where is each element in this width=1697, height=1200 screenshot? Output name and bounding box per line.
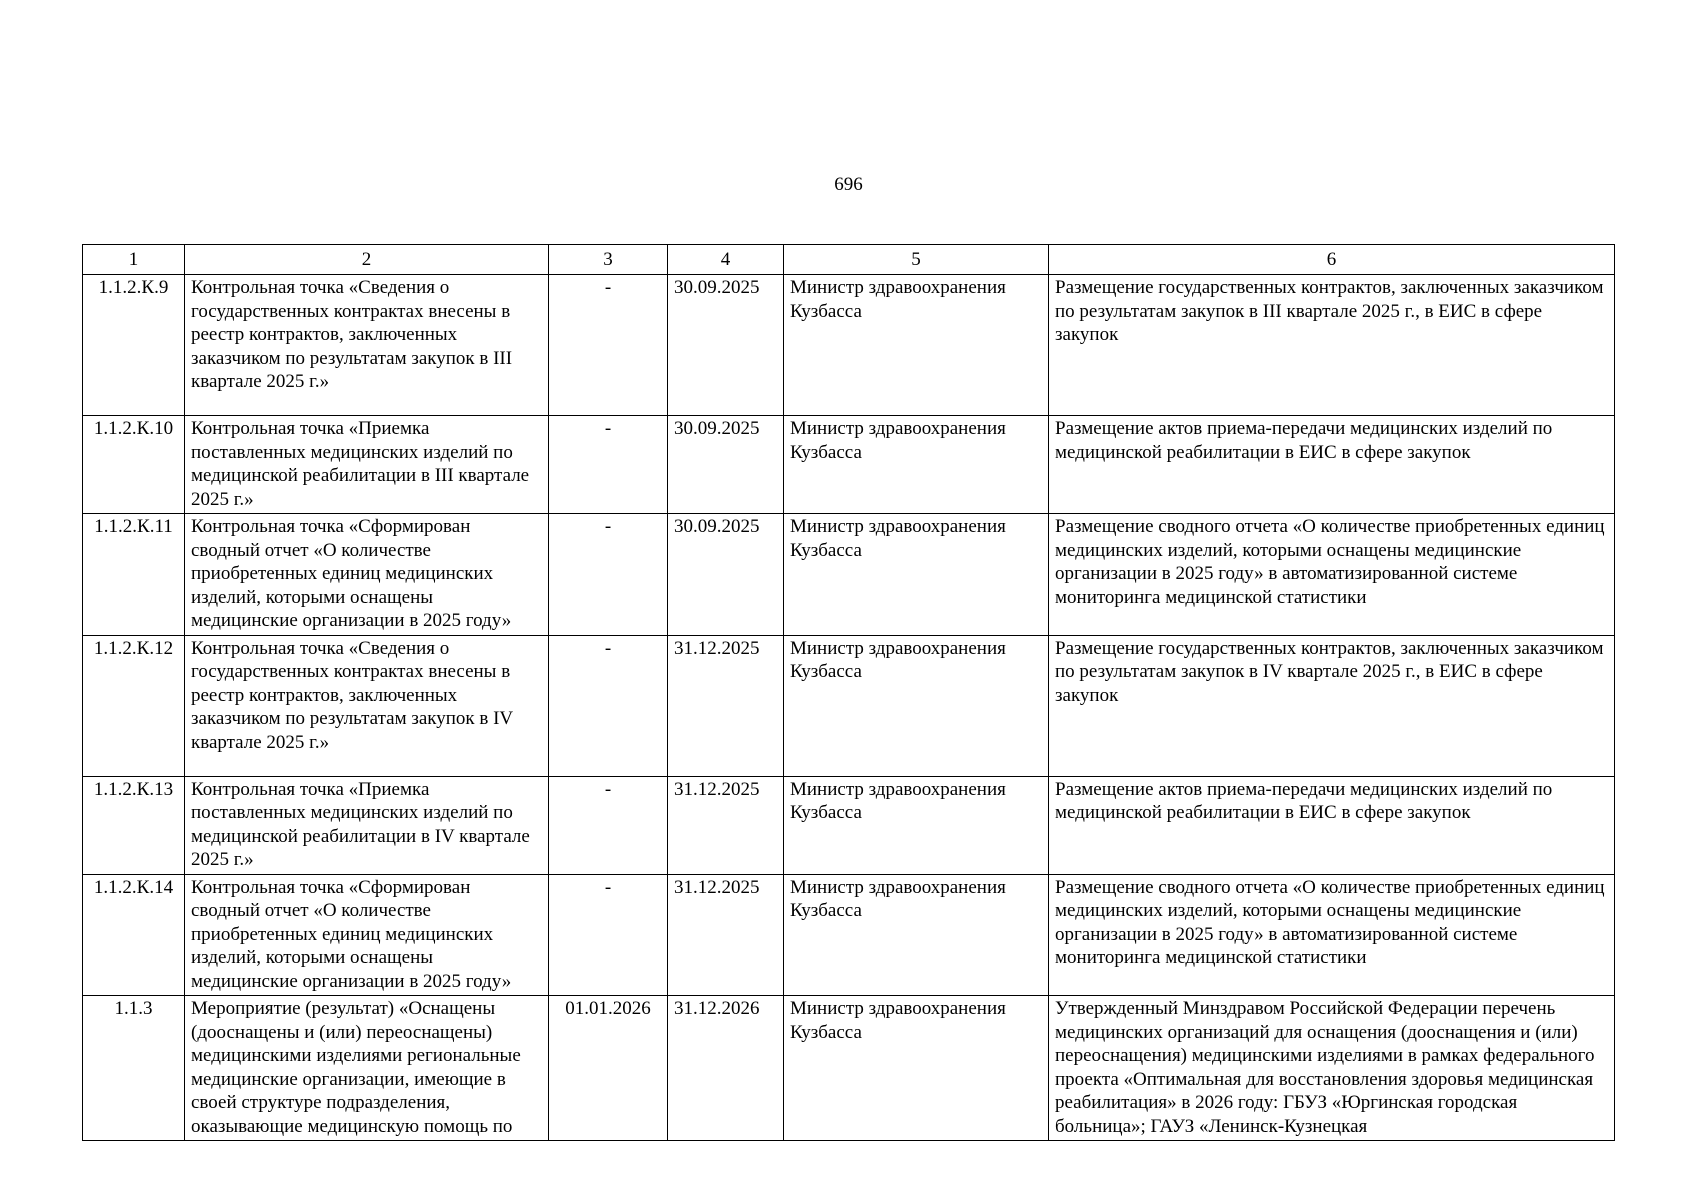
row-start-date: -	[549, 514, 668, 636]
table-row	[83, 514, 1615, 636]
column-number: 5	[784, 245, 1049, 275]
column-number: 1	[83, 245, 185, 275]
row-description: Утвержденный Минздравом Российской Федерации перечень медицинских организаций для оснащения (дооснащения и (или) переоснащения) медицинскими изделиями в рамках федерального проекта «Оптимальная для восстановления здоровья медицинская реабилитация» в 2026 году: ГБУЗ «Юргинская городская больница»; ГАУЗ «Ленинск-Кузнецкая	[1049, 996, 1615, 1141]
row-start-date: -	[549, 635, 668, 776]
row-end-date: 31.12.2025	[668, 874, 784, 996]
row-name: Мероприятие (результат) «Оснащены (дооснащены и (или) переоснащены) медицинскими изделиями региональные медицинские организации, имеющие в своей структуре подразделения, оказывающие медицинскую помощь по	[185, 996, 549, 1141]
row-responsible: Министр здравоохранения Кузбасса	[784, 635, 1049, 776]
row-start-date: 01.01.2026	[549, 996, 668, 1141]
control-points-table	[82, 244, 1615, 1141]
row-name: Контрольная точка «Приемка поставленных медицинских изделий по медицинской реабилитации в IV квартале 2025 г.»	[185, 776, 549, 874]
column-number: 4	[668, 245, 784, 275]
row-start-date: -	[549, 416, 668, 514]
page-number: 696	[834, 174, 863, 195]
row-description: Размещение актов приема-передачи медицинских изделий по медицинской реабилитации в ЕИС в сфере закупок	[1049, 416, 1615, 514]
row-code: 1.1.2.К.12	[83, 635, 185, 776]
column-number: 6	[1049, 245, 1615, 275]
table-row	[83, 776, 1615, 874]
row-end-date: 30.09.2025	[668, 416, 784, 514]
table-row	[83, 874, 1615, 996]
table-row	[83, 275, 1615, 416]
row-end-date: 30.09.2025	[668, 275, 784, 416]
row-code: 1.1.2.К.13	[83, 776, 185, 874]
row-start-date: -	[549, 275, 668, 416]
row-start-date: -	[549, 776, 668, 874]
row-description: Размещение актов приема-передачи медицинских изделий по медицинской реабилитации в ЕИС в сфере закупок	[1049, 776, 1615, 874]
row-name: Контрольная точка «Приемка поставленных медицинских изделий по медицинской реабилитации в III квартале 2025 г.»	[185, 416, 549, 514]
row-code: 1.1.2.К.11	[83, 514, 185, 636]
row-name: Контрольная точка «Сформирован сводный отчет «О количестве приобретенных единиц медицинских изделий, которыми оснащены медицинские организации в 2025 году»	[185, 874, 549, 996]
row-responsible: Министр здравоохранения Кузбасса	[784, 776, 1049, 874]
row-end-date: 31.12.2026	[668, 996, 784, 1141]
row-code: 1.1.2.К.9	[83, 275, 185, 416]
column-number-row	[83, 245, 1615, 275]
table-row	[83, 635, 1615, 776]
column-number: 2	[185, 245, 549, 275]
row-end-date: 30.09.2025	[668, 514, 784, 636]
row-start-date: -	[549, 874, 668, 996]
row-description: Размещение государственных контрактов, заключенных заказчиком по результатам закупок в IV квартале 2025 г., в ЕИС в сфере закупок	[1049, 635, 1615, 776]
row-name: Контрольная точка «Сведения о государственных контрактах внесены в реестр контрактов, заключенных заказчиком по результатам закупок в IV квартале 2025 г.»	[185, 635, 549, 776]
row-end-date: 31.12.2025	[668, 635, 784, 776]
row-responsible: Министр здравоохранения Кузбасса	[784, 275, 1049, 416]
row-name: Контрольная точка «Сведения о государственных контрактах внесены в реестр контрактов, заключенных заказчиком по результатам закупок в III квартале 2025 г.»	[185, 275, 549, 416]
row-name: Контрольная точка «Сформирован сводный отчет «О количестве приобретенных единиц медицинских изделий, которыми оснащены медицинские организации в 2025 году»	[185, 514, 549, 636]
row-description: Размещение сводного отчета «О количестве приобретенных единиц медицинских изделий, которыми оснащены медицинские организации в 2025 году» в автоматизированной системе мониторинга медицинской статистики	[1049, 514, 1615, 636]
row-description: Размещение сводного отчета «О количестве приобретенных единиц медицинских изделий, которыми оснащены медицинские организации в 2025 году» в автоматизированной системе мониторинга медицинской статистики	[1049, 874, 1615, 996]
row-code: 1.1.3	[83, 996, 185, 1141]
row-responsible: Министр здравоохранения Кузбасса	[784, 416, 1049, 514]
row-end-date: 31.12.2025	[668, 776, 784, 874]
column-number: 3	[549, 245, 668, 275]
row-description: Размещение государственных контрактов, заключенных заказчиком по результатам закупок в III квартале 2025 г., в ЕИС в сфере закупок	[1049, 275, 1615, 416]
row-responsible: Министр здравоохранения Кузбасса	[784, 514, 1049, 636]
table-row	[83, 996, 1615, 1141]
row-responsible: Министр здравоохранения Кузбасса	[784, 874, 1049, 996]
table-row	[83, 416, 1615, 514]
row-code: 1.1.2.К.14	[83, 874, 185, 996]
row-responsible: Министр здравоохранения Кузбасса	[784, 996, 1049, 1141]
row-code: 1.1.2.К.10	[83, 416, 185, 514]
